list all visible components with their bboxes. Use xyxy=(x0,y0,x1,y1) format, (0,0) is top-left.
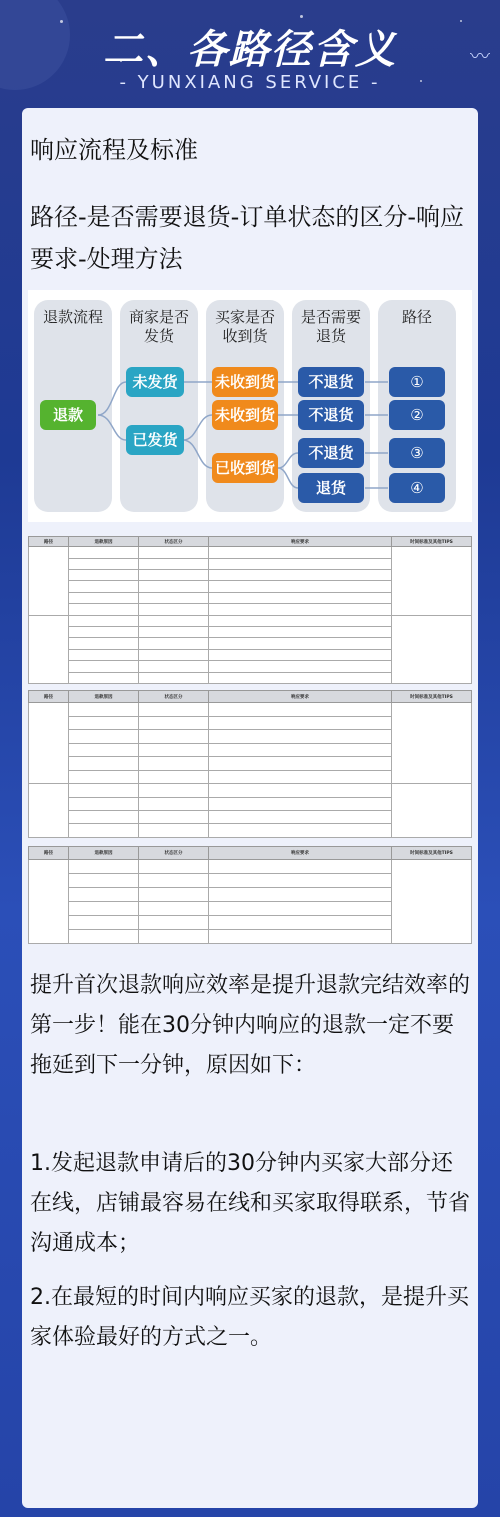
section-heading: 响应流程及标准 xyxy=(30,136,198,164)
flow-no-return-box-3: 不退货 xyxy=(298,438,364,468)
flow-refund-box: 退款 xyxy=(40,400,96,430)
flow-col-refund: 退款流程 xyxy=(34,300,112,512)
flow-received-box: 已收到货 xyxy=(212,453,278,483)
flow-shipped-box: 已发货 xyxy=(126,425,184,455)
page-subtitle: - YUNXIANG SERVICE - xyxy=(119,72,381,93)
flow-no-return-box-1: 不退货 xyxy=(298,367,364,397)
header xyxy=(0,0,500,105)
seagull-icon: 〰 xyxy=(470,44,490,68)
content-card xyxy=(22,108,478,1508)
flow-path-3: ③ xyxy=(389,438,445,468)
refund-flow-diagram xyxy=(28,290,472,522)
body-paragraph-3: 2.在最短的时间内响应买家的退款，是提升买家体验最好的方式之一。 xyxy=(30,1285,469,1350)
flow-path-1: ① xyxy=(389,367,445,397)
section-subheading: 路径-是否需要退货-订单状态的区分-响应要求-处理方法 xyxy=(30,203,464,273)
flow-not-shipped-box: 未发货 xyxy=(126,367,184,397)
flow-return-box: 退货 xyxy=(298,473,364,503)
flow-not-received-box-2: 未收到货 xyxy=(212,400,278,430)
body-paragraph-1: 提升首次退款响应效率是提升退款完结效率的第一步！能在30分钟内响应的退款一定不要拖延到下一分钟，原因如下： xyxy=(30,973,471,1078)
flow-col-path: 路径 xyxy=(378,300,456,512)
flow-col-received: 买家是否收到货 xyxy=(206,300,284,512)
response-table-1: 路径 退款原因 状态区分 响应要求 时间标准及其他TIPS xyxy=(28,536,472,684)
response-table-3: 路径 退款原因 状态区分 响应要求 时间标准及其他TIPS xyxy=(28,846,472,944)
body-paragraph-2: 1.发起退款申请后的30分钟内买家大部分还在线，店铺最容易在线和买家取得联系，节省沟通成本； xyxy=(30,1151,471,1256)
flow-col-shipped: 商家是否发货 xyxy=(120,300,198,512)
flow-path-2: ② xyxy=(389,400,445,430)
flow-path-4: ④ xyxy=(389,473,445,503)
page-title: 二、各路径含义 xyxy=(103,27,397,73)
flow-no-return-box-2: 不退货 xyxy=(298,400,364,430)
flow-not-received-box-1: 未收到货 xyxy=(212,367,278,397)
response-table-2: 路径 退款原因 状态区分 响应要求 时间标准及其他TIPS xyxy=(28,690,472,838)
flow-col-return: 是否需要退货 xyxy=(292,300,370,512)
